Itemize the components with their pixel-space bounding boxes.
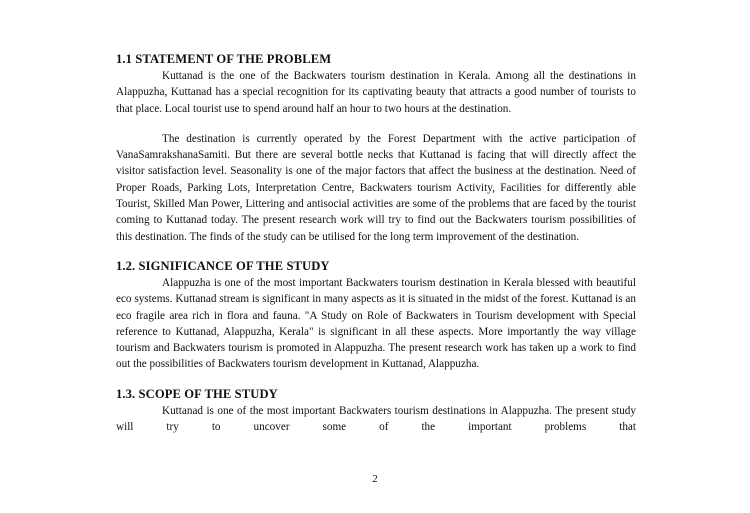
section-heading: 1.3. SCOPE OF THE STUDY (116, 386, 278, 401)
paragraph-spacer (116, 117, 636, 131)
paragraph: The destination is currently operated by the Forest Department with the active participation of VanaSamrakshanaSamiti. But there are several bottle necks that Kuttanad is facing that will directly affect the visitor satisfaction level. Seasonality is one of the major factors that affect the business at the destination. Need of Proper Roads, Parking Lots, Interpretation Centre, Backwaters tourism Activity, Facilities for differently able Tourist, Skilled Man Power, Littering and antisocial activities are some of the problems that are faced by the tourist coming to Kuttanad today. The present research work will try to find out the Backwaters tourism possibilities of this destination. The finds of the study can be utilised for the long term improvement of the destination. (116, 132, 636, 243)
section-heading: 1.2. SIGNIFICANCE OF THE STUDY (116, 258, 330, 273)
paragraph: Alappuzha is one of the most important Backwaters tourism destination in Kerala blessed with beautiful eco systems. Kuttanad stream is significant in many aspects as it is situated in the midst of the forest. Kuttanad is an eco fragile area rich in flora and fauna. "A Study on Role of Backwaters in Tourism development with Special reference to Kuttanad, Alappuzha, Kerala" is significant in all these aspects. More importantly the way village tourism and Backwaters tourism is promoted in Alappuzha. The present research work has taken up a work to find out the possibilities of Backwaters tourism development in Kuttanad, Alappuzha. (116, 276, 636, 371)
page-number: 2 (372, 473, 378, 485)
section-significance (116, 257, 636, 373)
section-heading: 1.1 STATEMENT OF THE PROBLEM (116, 52, 332, 66)
section-statement-of-problem (116, 50, 636, 245)
paragraph: Kuttanad is one of the most important Backwaters tourism destinations in Alappuzha. The present study will try to uncover some of the important problems that (116, 404, 636, 434)
page-content (116, 50, 636, 435)
paragraph: Kuttanad is the one of the Backwaters tourism destination in Kerala. Among all the destinations in Alappuzha, Kuttanad has a special recognition for its captivating beauty that attracts a good number of tourists to that place. Local tourist use to spend around half an hour to two hours at the destination. (116, 70, 636, 115)
section-scope (116, 385, 636, 436)
